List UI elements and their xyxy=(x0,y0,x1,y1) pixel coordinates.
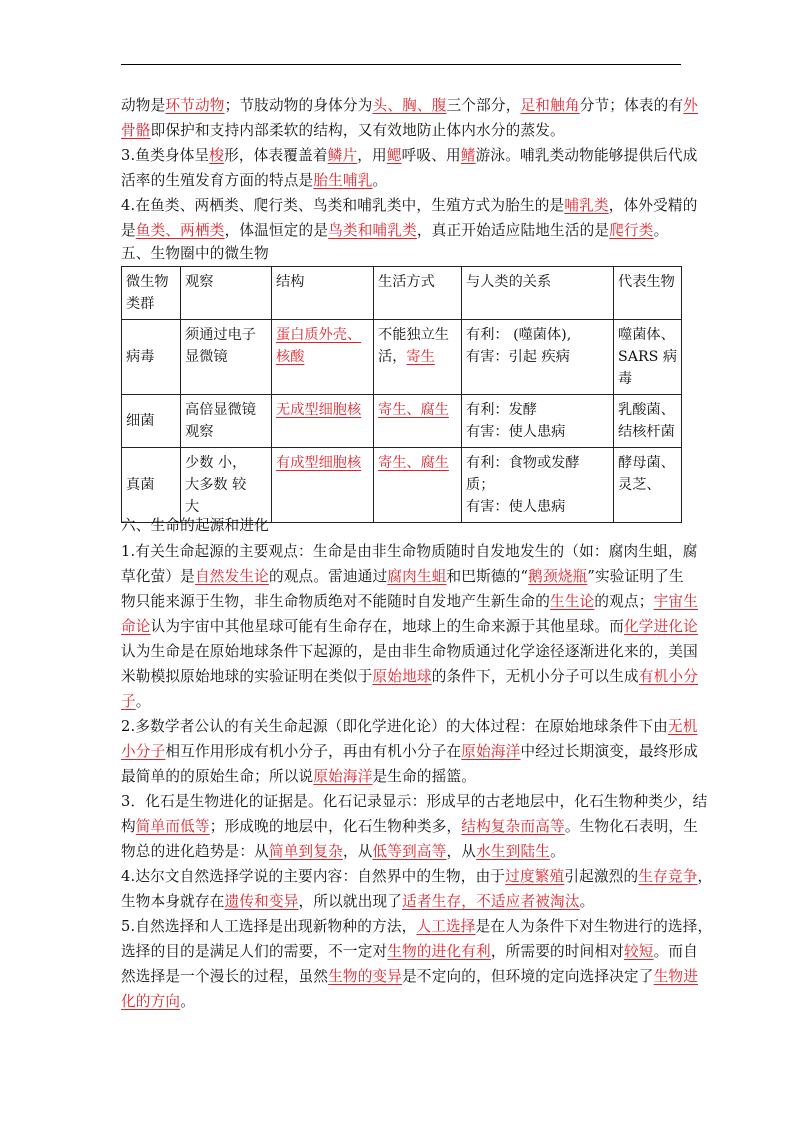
cell-relation: 有利：发酵 有害：使人患病 xyxy=(462,395,614,448)
text: 。 xyxy=(579,893,595,910)
table-row xyxy=(122,320,682,395)
p2-line-1 xyxy=(121,717,698,737)
p1-line-5 xyxy=(121,642,698,662)
cell-life: 不能独立生 活，寄生 xyxy=(374,320,462,395)
answer: 腐肉生蛆 xyxy=(387,568,447,585)
header-rule xyxy=(121,64,681,65)
text: 2.多数学者公认的有关生命起源（即化学进化论）的大体过程：在原始地球条件下由 xyxy=(121,718,668,735)
text: 物只能来源于生物，非生命物质绝对不能随时自发地产生新生命的 xyxy=(121,593,551,610)
text: ”实验证明了生 xyxy=(587,568,684,585)
text: 草化萤）是 xyxy=(121,568,195,585)
text: 。 xyxy=(550,843,565,860)
answer: 胎生哺乳 xyxy=(313,172,373,189)
answer: 鸟类和哺乳类 xyxy=(328,222,417,239)
text: 活率的生殖发育方面的特点是 xyxy=(121,172,314,189)
text: 米勒模拟原始地球的实验证明在类似于 xyxy=(121,668,373,685)
text: ，真正开始适应陆地生活的是 xyxy=(416,222,610,239)
text: 是在人为条件下对生物进行的选择， xyxy=(475,918,713,935)
p1-line-7 xyxy=(121,692,151,712)
text: ，所需要的时间相对 xyxy=(490,943,625,960)
text: 形，体表覆盖着 xyxy=(224,147,328,164)
answer: 命论 xyxy=(121,618,151,635)
answer: 小分子 xyxy=(121,743,166,760)
answer: 骨骼 xyxy=(121,122,151,139)
answer: 自然发生论 xyxy=(194,568,269,585)
text: 是 xyxy=(121,222,136,239)
header-cell-group: 微生物 类群 xyxy=(122,267,181,320)
text: 游泳。哺乳类动物能够提供后代成 xyxy=(475,147,698,164)
text: 4.达尔文自然选择学说的主要内容：自然界中的生物，由于 xyxy=(121,868,506,885)
text: ，体外受精的 xyxy=(608,197,698,214)
text: 动物是 xyxy=(121,97,166,114)
text: 。 xyxy=(653,222,669,239)
p1-line-4 xyxy=(121,617,698,637)
answer: 简单而低等 xyxy=(135,818,210,835)
text: 1.有关生命起源的主要观点：生命是由非生命物质随时自发地发生的（如：腐肉生蛆，腐 xyxy=(121,543,698,560)
text: 。 xyxy=(180,993,195,1010)
answer: 鳞片 xyxy=(327,147,358,164)
p2-line-3 xyxy=(121,767,476,787)
p1-line-6 xyxy=(121,667,698,687)
p1-line-3 xyxy=(121,592,698,612)
answer: 遗传和变异 xyxy=(224,893,299,910)
p3-line-3 xyxy=(121,842,565,862)
text: ，所以就出现了 xyxy=(298,893,403,910)
cell-representative: 噬菌体、 SARS 病 毒 xyxy=(614,320,682,395)
text: 认为宇宙中其他星球可能有生命存在，地球上的生命来源于其他星球。而 xyxy=(150,618,624,635)
s4-line-6 xyxy=(121,221,668,241)
text: ，体温恒定的是 xyxy=(224,222,329,239)
answer: 鳍 xyxy=(460,147,476,164)
text: 呼吸、用 xyxy=(401,147,461,164)
answer: 鱼类、两栖类 xyxy=(135,222,225,239)
cell-relation: 有利：食物或发酵 质； 有害：使人患病 xyxy=(462,448,614,523)
section-5-heading: 五、生物圈中的微生物 xyxy=(121,245,269,262)
text: 认为生命是在原始地球条件下起源的，是由非生命物质通过化学途径逐渐进化来的，美国 xyxy=(121,643,698,660)
answer: 原始海洋 xyxy=(313,768,373,785)
answer: 结构复杂而高等 xyxy=(461,818,565,835)
text: 和巴斯德的“ xyxy=(446,568,529,585)
text: 。而自 xyxy=(653,943,698,960)
text: 5.自然选择和人工选择是出现新物种的方法， xyxy=(121,918,417,935)
section-6-heading: 六、生命的起源和进化 xyxy=(121,517,269,534)
answer: 过度繁殖 xyxy=(505,868,565,885)
s4-line-5 xyxy=(121,196,698,216)
answer: 环节动物 xyxy=(165,97,225,114)
answer: 生生论 xyxy=(550,593,595,610)
cell-representative: 乳酸菌、 结核杆菌 xyxy=(614,395,682,448)
text: 是不定向的，但环境的定向选择决定了 xyxy=(402,968,654,985)
text: 。 xyxy=(372,172,388,189)
text: ，从 xyxy=(342,843,373,860)
p3-line-2 xyxy=(121,817,698,837)
header-cell-relation: 与人类的关系 xyxy=(462,267,614,320)
table-header-row xyxy=(122,267,682,320)
cell-structure: 无成型细胞核 xyxy=(272,395,374,448)
p4-line-1 xyxy=(121,867,712,887)
text: 4.在鱼类、两栖类、爬行类、鸟类和哺乳类中，生殖方式为胎生的是 xyxy=(121,197,565,214)
answer: 宇宙生 xyxy=(653,593,698,610)
answer: 人工选择 xyxy=(416,918,476,935)
answer: 生物进 xyxy=(653,968,698,985)
text: 。生物化石表明，生 xyxy=(564,818,698,835)
text: ，用 xyxy=(357,147,387,164)
p5-line-3 xyxy=(121,967,698,987)
answer: 外 xyxy=(683,97,699,114)
answer: 化的方向 xyxy=(121,993,181,1010)
text: 的观点。雷迪通过 xyxy=(268,568,388,585)
cell-representative: 酵母菌、 灵芝、 xyxy=(614,448,682,523)
p5-line-4 xyxy=(121,992,195,1012)
text: ；形成晚的地层中，化石生物种类多， xyxy=(209,818,462,835)
p1-line-2 xyxy=(121,567,684,587)
text: 。 xyxy=(135,693,151,710)
s4-line-4 xyxy=(121,171,387,191)
cell-relation: 有利： (噬菌体), 有害：引起 疾病 xyxy=(462,320,614,395)
p1-line-1 xyxy=(121,542,698,562)
answer: 寄生 xyxy=(406,349,435,365)
answer: 生存竞争 xyxy=(638,868,698,885)
cell-structure: 蛋白质外壳、 核酸 xyxy=(272,320,374,395)
answer: 低等到高等 xyxy=(372,843,447,860)
text: ， xyxy=(697,868,713,885)
text: 中经过长期演变，最终形成 xyxy=(520,743,698,760)
answer: 鳃 xyxy=(386,147,402,164)
header-cell-representative: 代表生物 xyxy=(614,267,682,320)
p5-line-2 xyxy=(121,942,698,962)
header-cell-life: 生活方式 xyxy=(374,267,462,320)
text: 三个部分， xyxy=(446,97,521,114)
table-row xyxy=(122,448,682,523)
text: 构 xyxy=(121,818,136,835)
answer: 水生到陆生 xyxy=(476,843,551,860)
text: 的观点； xyxy=(594,593,654,610)
text: ，从 xyxy=(446,843,477,860)
cell-life: 寄生、腐生 xyxy=(374,395,462,448)
text: 最简单的的原始生命；所以说 xyxy=(121,768,314,785)
header-cell-structure: 结构 xyxy=(272,267,374,320)
text: 是生命的摇篮。 xyxy=(372,768,477,785)
answer: 化学进化论 xyxy=(624,618,698,635)
answer: 头、胸、腹 xyxy=(372,97,447,114)
answer: 有机小分 xyxy=(638,668,698,685)
cell-observe: 高倍显微镜 观察 xyxy=(181,395,272,448)
text: 3.鱼类身体呈 xyxy=(121,147,210,164)
text: 即保护和支持内部柔软的结构，又有效地防止体内水分的蒸发。 xyxy=(150,122,565,139)
cell-group: 病毒 xyxy=(122,320,181,395)
cell-observe: 少数 小， 大多数 较 大 xyxy=(181,448,272,523)
text: 然选择是一个漫长的过程，虽然 xyxy=(121,968,329,985)
text: 选择的目的是满足人们的需要，不一定对 xyxy=(121,943,388,960)
answer: 爬行类 xyxy=(609,222,654,239)
s4-line-1 xyxy=(121,96,698,116)
cell-group: 真菌 xyxy=(122,448,181,523)
answer: 简单到复杂 xyxy=(268,843,343,860)
cell-group: 细菌 xyxy=(122,395,181,448)
s4-line-3 xyxy=(121,146,698,166)
answer: 原始地球 xyxy=(372,668,432,685)
cell-observe: 须通过电子 显微镜 xyxy=(181,320,272,395)
answer: 梭 xyxy=(209,147,225,164)
answer: 子 xyxy=(121,693,136,710)
text: 3．化石是生物进化的证据是。化石记录显示：形成早的古老地层中，化石生物种类少，结 xyxy=(121,793,708,810)
text: 的条件下，无机小分子可以生成 xyxy=(431,668,639,685)
answer: 鹅颈烧瓶 xyxy=(528,568,588,585)
answer: 原始海洋 xyxy=(461,743,521,760)
microbe-table xyxy=(121,266,682,523)
p3-line-1 xyxy=(121,792,707,812)
text: 引起激烈的 xyxy=(564,868,639,885)
text: 分节；体表的有 xyxy=(579,97,684,114)
text: 相互作用形成有机小分子，再由有机小分子在 xyxy=(165,743,462,760)
p5-line-1 xyxy=(121,917,712,937)
answer: 生物的变异 xyxy=(328,968,403,985)
answer: 哺乳类 xyxy=(564,197,609,214)
answer: 适者生存，不适应者被淘汰 xyxy=(402,893,580,910)
p4-line-2 xyxy=(121,892,594,912)
text: ；节肢动物的身体分为 xyxy=(224,97,373,114)
answer: 足和触角 xyxy=(520,97,580,114)
p2-line-2 xyxy=(121,742,698,762)
s4-line-2 xyxy=(121,121,565,141)
answer: 较短 xyxy=(624,943,654,960)
cell-life: 寄生、腐生 xyxy=(374,448,462,523)
answer: 无机 xyxy=(667,718,698,735)
text: 物总的进化趋势是：从 xyxy=(121,843,269,860)
text: 生物本身就存在 xyxy=(121,893,225,910)
answer: 生物的进化有利 xyxy=(387,943,491,960)
cell-structure: 有成型细胞核 xyxy=(272,448,374,523)
table-row xyxy=(122,395,682,448)
header-cell-observe: 观察 xyxy=(181,267,272,320)
